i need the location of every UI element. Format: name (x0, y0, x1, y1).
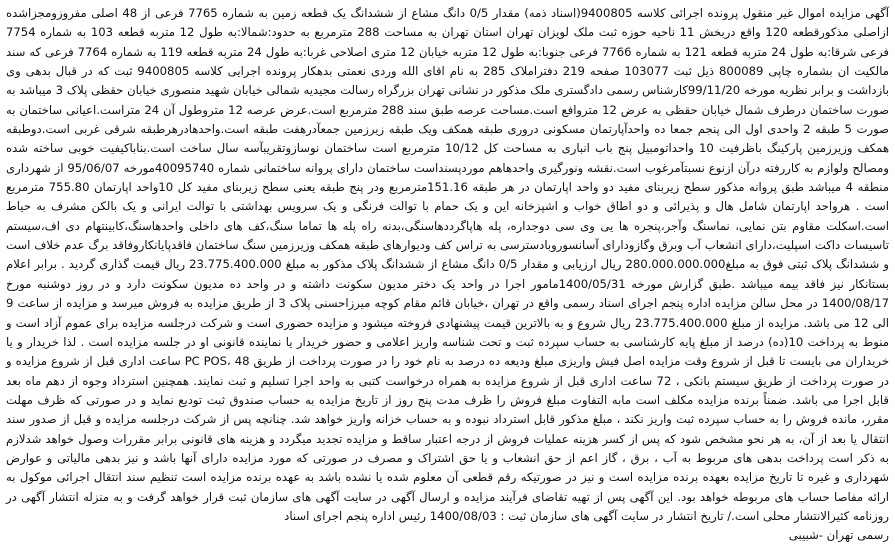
auction-notice-body: آگهی مزایده اموال غیر منقول پرونده اجرائی کلاسه 9400805(اسناد ذمه) مقدار 0/5 دانگ مشاع از ششدانگ یک قطعه زمین به شماره 7765 فرعی از 48 اصلی مفروزومجزاشده ازاصلی مذکورقطعه 120 واقع دربخش 11 ناحیه حوزه ثبت ملک لویزان تهران استان تهران به مساحت 288 مترمربع به حدود:شمالا:به طول 12 متربه قطعه 103 به شماره 7754 فرعی شرقا:به طول 24 متربه قطعه 121 به شماره 7766 فرعی جنوبا:به طول 12 متربه خیابان 12 متری اصلاحی غربا:به طول 24 متربه قطعه 119 به شماره 7764 فرعی که سند مالکیت ان بشماره چاپی 800089 ذیل ثبت 103077 صفحه 219 دفتراملاک 285 به نام اقای الله وردی نعمتی بدهکار پرونده اجرایی کلاسه 9400805 ثبت که در قبال بدهی وی بازداشت و برابر نظریه مورخه 99/11/20کارشناس رسمی دادگستری ملک مذکور در نشانی تهران بزرگراه رسالت مجیدیه شمالی خیابان شهید منصوری خیابان حقظی پلاک 3 میباشد به صورت ساختمان درطرف شمال خیابان حقظی به عرض 12 متروافع است.مساحت عرصه طبق سند 288 مترمربع است.عرض عرصه 12 متروطول آن 24 متراست.اعیانی ساختمان به صورت 5 طبقه 2 واحدی اول الی پنجم جمعا ده واحدآپارتمان مسکونی دروری طبقه همکف ویک طبقه زیرزمین جمعآدرهفت طبقه است.واحدهادرهرطبقه شرقی غربی است.دوطبقه همکف وزیرزمین پارکینگ باظرفیت 10 واحداتومبیل پنج باب انباری به مساحت کل 10/12 مترمربع است ساختمان نوسازوتقریبآسه سال ساخت است.بناباکیفیت خوبی ساخته شده ومصالح ولوازم به کاررفته درآن ازنوع نسبتآمرغوب است.نقشه ونورگیری واحدهاهم موردپسنداست ساختمان دارای پروانه ساختمانی شماره 40095740مورخه 95/06/07 از شهرداری منطقه 4 میباشد طبق پروانه مذکور سطح زیربنای مفید دو واحد اپارتمان در هر طبقه 151.16مترمربع ودر پنج طبقه یعنی سطح زیربنای مفید کل 10واحد اپارتمان 755.80 مترمربع است . هرواحد اپارتمان شامل هال و پذیرائی و دو اطاق خواب و اشپزخانه این و یک حمام با توالت فرنگی و یک سرویس بهداشتی با توالت ایرانی و یک بالکن مشرف به حیاط است.اسکلت مقاوم بتن نمایی، نماسنگ وآجر،پنجره ها یی وی سی دوجداره، پله هاپاگرددهاسنگی،بدنه راه پله ها تماما سنگ،کف های داخلی واحدهاسنگ،کابینتهام دی اف،سیستم تاسیسات داکت اسپلیت،دارای انشعاب آب وبرق وگازودارای آسانسوروبادسترسی به تراس کف ودیوارهای طبقه همکف وزیرزمین سنگ ساختمان فاقدپایانکاروفاقد برگ عدم خلاف است و ششدانگ پلاک ثبتی فوق به مبلغ280.000.000.000 ریال ارزیابی و مقدار 0/5 دانگ مشاع از ششدانگ پلاک مذکور به مبلغ 23.775.400.000 ریال قیمت گذاری گردید . برابر اعلام بستانکار نیز فاقد بیمه میباشد .طبق گزارش مورخه 1400/05/31مامور اجرا در واحد یک دختر مدیون سکونت داشته و در واحد ده مدیون سکونت دارد و در روز دوشنبه مورخ 1400/08/17 در محل سالن مزایده اداره پنجم اجرای اسناد رسمی واقع در تهران ،خیابان قائم مقام کوچه میرزاحسنی پلاک 3 از طریق مزایده به فروش میرسد و مزایده از ساعت 9 الی 12 می باشد. مزایده از مبلغ 23.775.400.000 ریال شروع و به بالاترین قیمت پیشنهادی فروخته میشود و مزایده حضوری است و شرکت درجلسه مزایده برای عموم آزاد است و منوط به پرداخت 10(ده) درصد از مبلغ پایه کارشناسی به حساب سپرده ثبت و تحت شناسه واریز اعلامی و حضور خریدار یا نماینده قانونی او در جلسه مزایده است . لذا خریدار و یا خریداران می بایست تا قبل از شروع وقت مزایده اصل فیش واریزی مبلغ ودیعه ده درصد به نام خود را در صورت پرداخت از طریق PC POS، 48 ساعت اداری قبل از شروع مزایده و در صورت پرداخت از طریق سیستم بانکی ، 72 ساعت اداری قبل از شروع مزایده به همراه درخواست کتبی به واحد اجرا تسلیم و ثبت نمایند. همچنین استرداد وجوه از دهم ماه بعد قابل اجرا می باشد. ضمناً برنده مزایده مکلف است مابه التفاوت مبلغ فروش را ظرف مدت پنج روز از تاریخ مزایده به حساب صندوق ثبت تودیع نماید و در صورتی که ظرف مهلت مقرر، مانده فروش را به حساب سپرده ثبت واریز نکند ، مبلغ مذکور قابل استرداد نبوده و به حساب خزانه واریز خواهد شد. چنانچه پس از شرکت درجلسه مزایده و قبل از صدور سند انتقال یا بعد از آن، به هر نحو مشخص شود که پس از کسر هزینه عملیات فروش از درجه اعتبار ساقط و مزایده تجدید میگردد و هزینه های قانونی برابر مقررات وصول خواهد شدلازم به ذکر است پرداخت بدهی های مربوط به آب ، برق ، گاز اعم از حق انشعاب و یا حق اشتراک و مصرف در صورتی که مورد مزایده دارای آنها باشد و نیز بدهی مالیاتی و عوارض شهرداری و غیره تا تاریخ مزایده بعهده برنده مزایده است و نیز در صورتیکه رقم قطعی آن معلوم شده یا نشده باشد به عهده برنده مزایده است تنظیم سند انتقال اجرائی موکول به ارائه مفاصا حساب های مربوطه خواهد بود. این آگهی پس از تهیه تقاضای فرآیند مزایده و ارسال آگهی در سایت آگهی های سازمان ثبت قرار خواهد گرفت و به منزله انتشار آگهی در روزنامه کثیرالانتشار محلی است./ تاریخ انتشار در سایت آگهی های سازمان ثبت : 1400/08/03 رئیس اداره پنجم اجرای اسناد (6, 6, 890, 523)
notice-signature: رسمی تهران -شبیبی (788, 528, 889, 543)
